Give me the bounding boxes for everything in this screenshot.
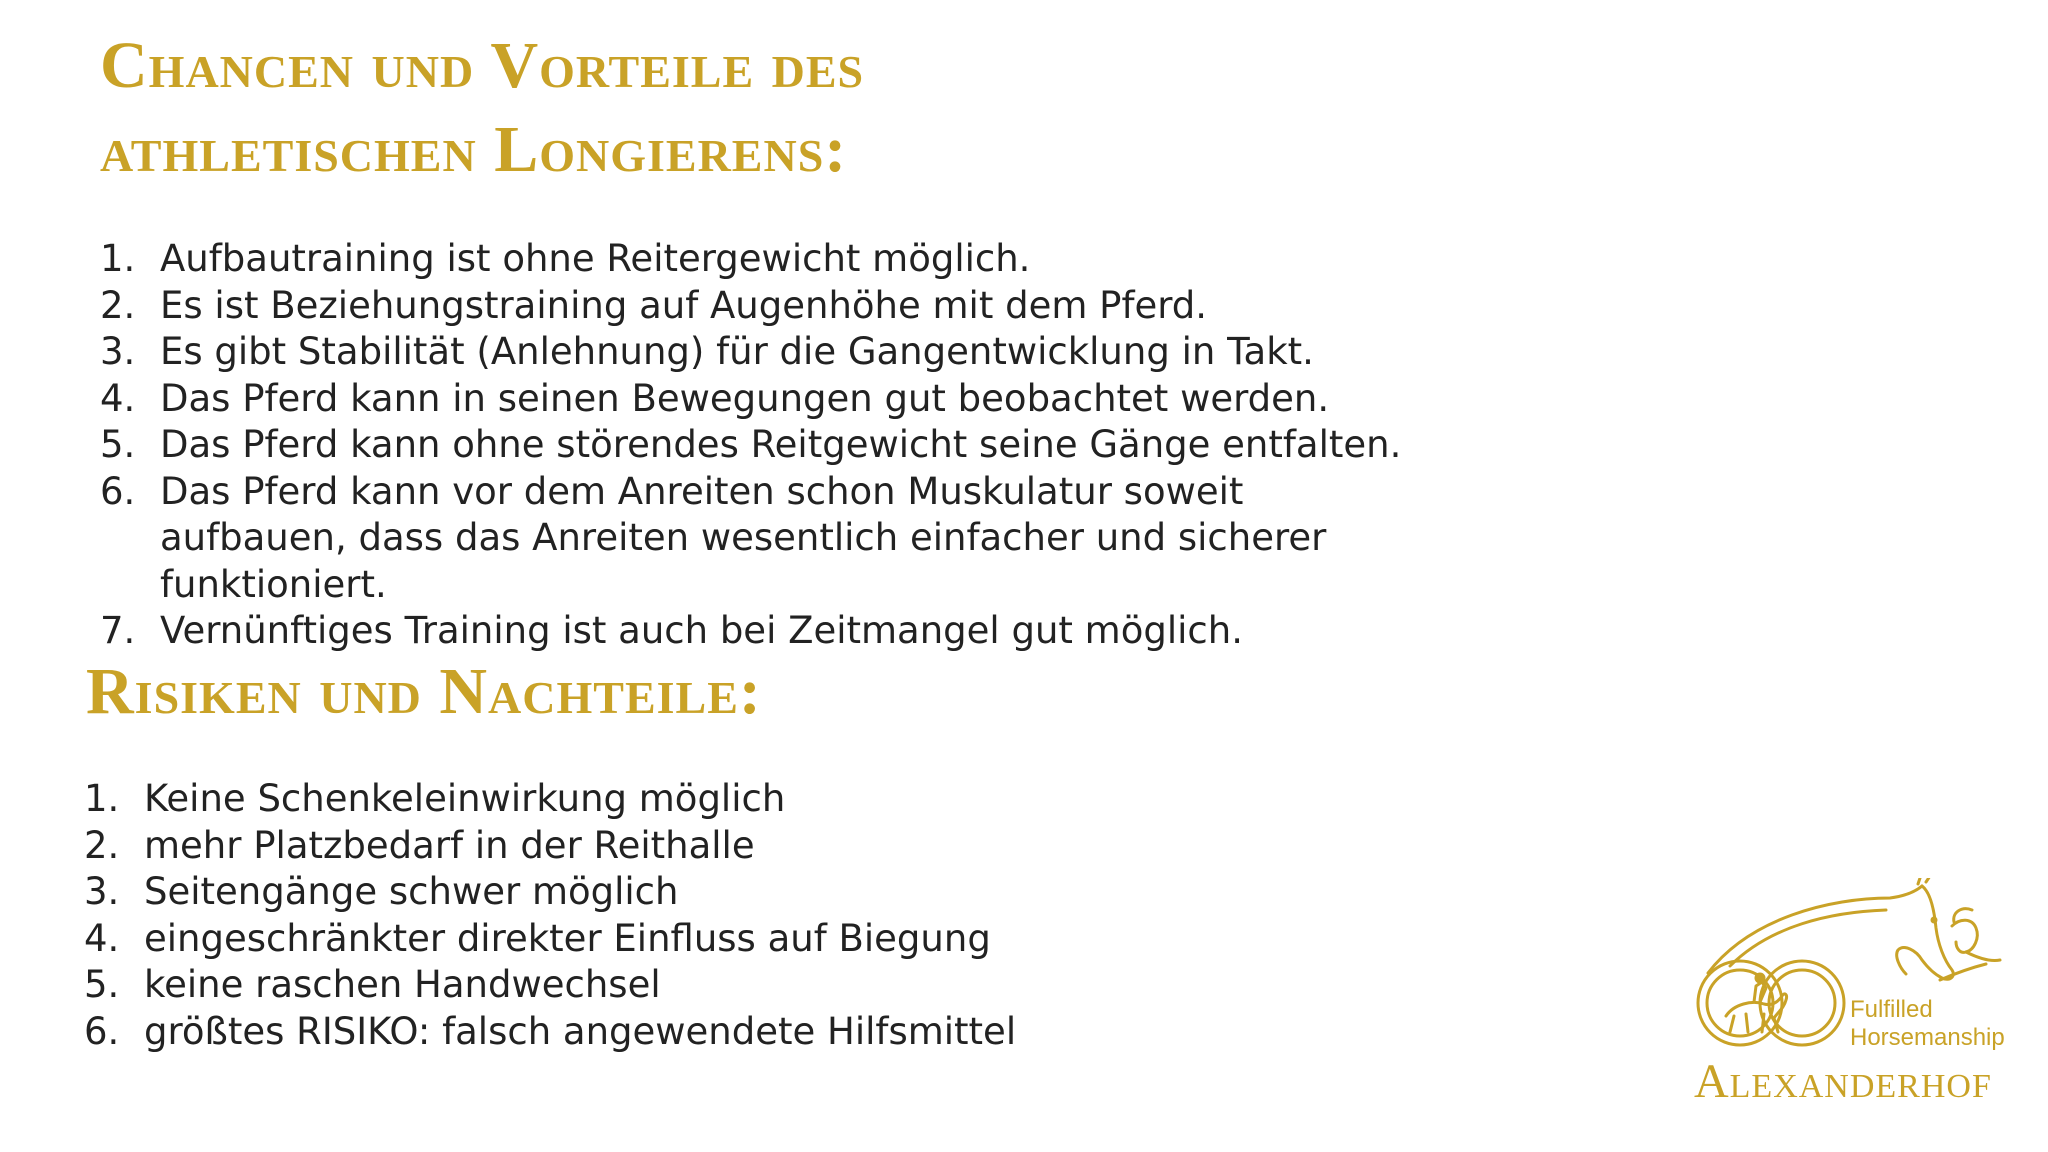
list-item-text: Aufbautraining ist ohne Reitergewicht möglich. <box>160 237 1031 280</box>
list-item-text: mehr Platzbedarf in der Reithalle <box>144 823 755 867</box>
list-item-text: eingeschränkter direkter Einfluss auf Biegung <box>144 916 991 960</box>
list-item <box>84 776 1284 823</box>
list-item-text: Es gibt Stabilität (Anlehnung) für die Gangentwicklung in Takt. <box>160 330 1314 373</box>
list-item-text: Das Pferd kann vor dem Anreiten schon Muskulatur soweit aufbauen, dass das Anreiten wesentlich einfacher und sicherer funktioniert. <box>160 469 1327 606</box>
list-item-text: Seitengänge schwer möglich <box>144 870 679 913</box>
alexanderhof-logo <box>1690 878 2030 1118</box>
list-item-text: Vernünftiges Training ist auch bei Zeitmangel gut möglich. <box>160 609 1243 652</box>
list-item <box>100 422 1420 469</box>
list-item <box>100 283 1420 330</box>
list-item-text: Keine Schenkeleinwirkung möglich <box>144 777 786 820</box>
heading-chancen-vorteile: Chancen und Vorteile des athletischen Longierens: <box>100 29 865 186</box>
advantages-list <box>100 236 1420 655</box>
list-item-text: Das Pferd kann ohne störendes Reitgewicht seine Gänge entfalten. <box>160 423 1402 466</box>
list-number: 5. <box>100 423 136 466</box>
logo-tagline-line1: Fulfilled <box>1850 996 1933 1023</box>
list-item <box>100 236 1420 283</box>
list-item <box>84 916 1284 963</box>
list-number: 1. <box>84 777 120 820</box>
list-number: 7. <box>100 609 136 652</box>
list-number: 2. <box>100 283 136 327</box>
list-item <box>84 1009 1284 1056</box>
list-number: 2. <box>84 823 120 867</box>
list-number: 5. <box>84 963 120 1006</box>
logo-tagline-line2: Horsemanship <box>1850 1024 2005 1051</box>
list-item <box>100 376 1420 423</box>
heading-risiken-nachteile: Risiken und Nachteile: <box>86 655 762 728</box>
list-item <box>84 962 1284 1009</box>
list-number: 6. <box>84 1009 120 1053</box>
list-item-text: Es ist Beziehungstraining auf Augenhöhe mit dem Pferd. <box>160 283 1208 327</box>
list-item <box>100 469 1420 609</box>
list-item <box>84 823 1284 870</box>
list-number: 3. <box>84 870 120 913</box>
list-item <box>84 869 1284 916</box>
risks-list <box>84 776 1284 1055</box>
list-item <box>100 329 1420 376</box>
list-number: 3. <box>100 330 136 373</box>
list-item-text: keine raschen Handwechsel <box>144 963 661 1006</box>
list-number: 4. <box>84 916 120 960</box>
logo-name: Alexanderhof <box>1694 1055 1992 1108</box>
list-number: 4. <box>100 376 136 420</box>
list-number: 6. <box>100 469 136 513</box>
list-item-text: größtes RISIKO: falsch angewendete Hilfsmittel <box>144 1009 1017 1053</box>
list-item <box>100 608 1420 655</box>
list-number: 1. <box>100 237 136 280</box>
list-item-text: Das Pferd kann in seinen Bewegungen gut beobachtet werden. <box>160 376 1330 420</box>
